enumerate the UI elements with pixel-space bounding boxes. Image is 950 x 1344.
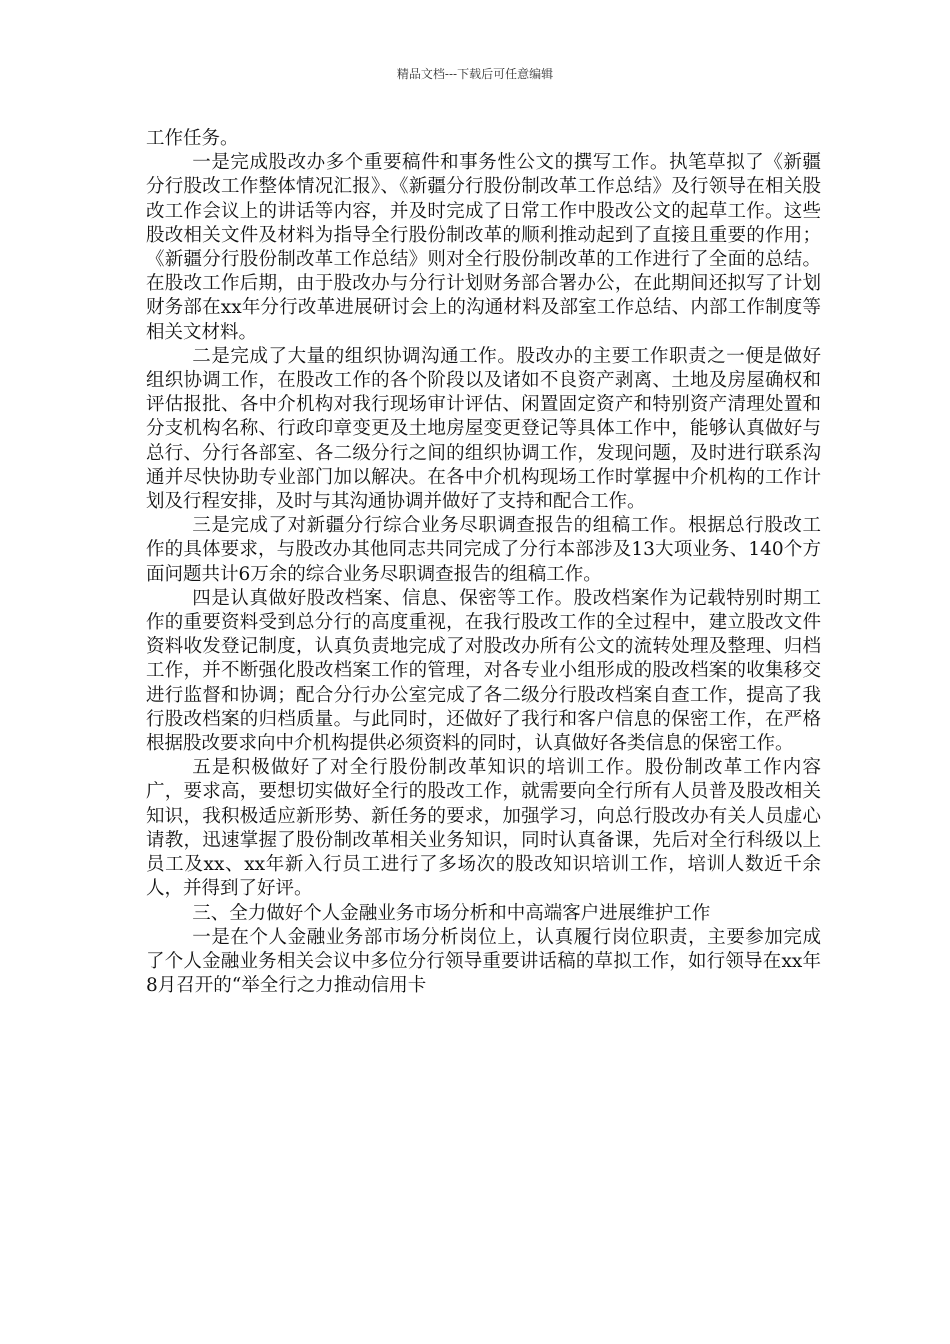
paragraph: 工作任务。 bbox=[146, 128, 239, 149]
paragraph: 一是在个人金融业务部市场分析岗位上，认真履行岗位职责，主要参加完成了个人金融业务相关会议中多位分行领导重要讲话稿的草拟工作，如行领导在xx年8月召开的“举全行之力推动信用卡 bbox=[146, 926, 821, 997]
section-heading: 三、全力做好个人金融业务市场分析和中高端客户进展维护工作 bbox=[192, 902, 711, 924]
paragraph: 四是认真做好股改档案、信息、保密等工作。股改档案作为记载特别时期工作的重要资料受到总分行的高度重视，在我行股改工作的全过程中，建立股改文件资料收发登记制度，认真负责地完成了对股改办所有公文的流转处理及整理、归档工作，并不断强化股改档案工作的管理，对各专业小组形成的股改档案的收集移交进行监督和协调；配合分行办公室完成了各二级分行股改档案自查工作，提高了我行股改档案的归档质量。与此同时，还做好了我行和客户信息的保密工作，在严格根据股改要求向中介机构提供必须资料的同时，认真做好各类信息的保密工作。 bbox=[146, 587, 821, 755]
paragraph: 二是完成了大量的组织协调沟通工作。股改办的主要工作职责之一便是做好组织协调工作，在股改工作的各个阶段以及诸如不良资产剥离、土地及房屋确权和评估报批、各中介机构对我行现场审计评估、闲置固定资产和特别资产清理处置和分支机构名称、行政印章变更及土地房屋变更登记等具体工作中，能够认真做好与总行、分行各部室、各二级分行之间的组织协调工作，发现问题，及时进行联系沟通并尽快协助专业部门加以解决。在各中介机构现场工作时掌握中介机构的工作计划及行程安排，及时与其沟通协调并做好了支持和配合工作。 bbox=[146, 345, 821, 513]
paragraph: 三是完成了对新疆分行综合业务尽职调查报告的组稿工作。根据总行股改工作的具体要求，与股改办其他同志共同完成了分行本部涉及13大项业务、140个方面问题共计6万余的综合业务尽职调查报告的组稿工作。 bbox=[146, 515, 821, 585]
page-header: 精品文档---下载后可任意编辑 bbox=[396, 67, 554, 81]
document-body bbox=[146, 127, 821, 998]
paragraph: 一是完成股改办多个重要稿件和事务性公文的撰写工作。执笔草拟了《新疆分行股改工作整体情况汇报》、《新疆分行股份制改革工作总结》及行领导在相关股改工作会议上的讲话等内容，并及时完成了日常工作中股改公文的起草工作。这些股改相关文件及材料为指导全行股份制改革的顺利推动起到了直接且重要的作用；《新疆分行股份制改革工作总结》则对全行股份制改革的工作进行了全面的总结。在股改工作后期，由于股改办与分行计划财务部合署办公，在此期间还拟写了计划财务部在xx年分行改革进展研讨会上的沟通材料及部室工作总结、内部工作制度等相关文材料。 bbox=[146, 152, 821, 343]
paragraph: 五是积极做好了对全行股份制改革知识的培训工作。股份制改革工作内容广，要求高，要想切实做好全行的股改工作，就需要向全行所有人员普及股改相关知识，我积极适应新形势、新任务的要求，加强学习，向总行股改办有关人员虚心请教，迅速掌握了股份制改革相关业务知识，同时认真备课，先后对全行科级以上员工及xx、xx年新入行员工进行了多场次的股改知识培训工作，培训人数近千余人，并得到了好评。 bbox=[146, 757, 821, 900]
